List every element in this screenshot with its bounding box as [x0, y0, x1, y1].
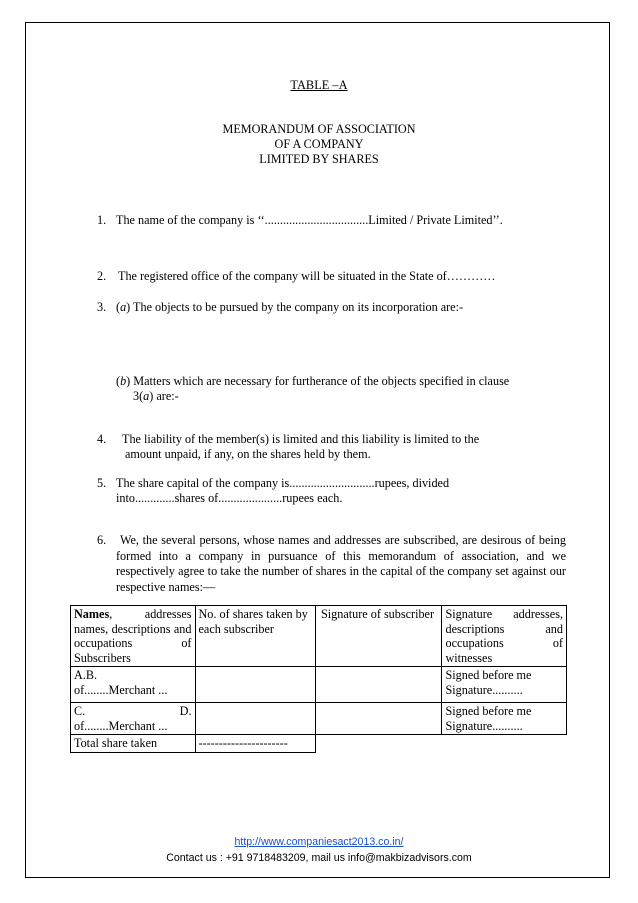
- clause-3b-body-line1: Matters which are necessary for furtherance of the objects specified in clause: [130, 374, 510, 388]
- total-empty-1: [315, 735, 442, 753]
- heading-line-2: OF A COMPANY: [274, 137, 364, 151]
- clause-4-number: 4.: [97, 432, 107, 446]
- row-2-signature: [315, 703, 442, 735]
- clause-1-text: The name of the company is ‘‘..................................Limited / Private Limited’’.: [116, 213, 503, 227]
- clause-5-number: 5.: [97, 476, 107, 490]
- row-1-witness-line2: Signature..........: [445, 682, 523, 697]
- row-2-name-initial-c: C.: [74, 704, 86, 718]
- table-row: [71, 703, 567, 735]
- clause-3a-body: The objects to be pursued by the company on its incorporation are:-: [130, 300, 464, 314]
- total-value: ----------------------: [195, 735, 315, 753]
- row-2-witness-line1: Signed before me: [445, 704, 532, 718]
- footer-link[interactable]: http://www.companiesact2013.co.in/: [234, 836, 404, 848]
- header-names: [71, 606, 196, 667]
- clause-2-text: The registered office of the company will be situated in the State of…………: [118, 269, 496, 283]
- clause-4-line1: The liability of the member(s) is limited and this liability is limited to the: [122, 432, 480, 446]
- clause-3b-line2-pre: 3(: [133, 389, 144, 403]
- clause-3a-text: (a) The objects to be pursued by the company on its incorporation are:-: [116, 300, 464, 314]
- row-2-name-initial-d: D.: [179, 704, 192, 718]
- subscribers-table: [70, 605, 567, 753]
- clause-1-number: 1.: [97, 213, 107, 227]
- clause-4-line2: amount unpaid, if any, on the shares held by them.: [125, 447, 371, 461]
- row-1-witness-line1: Signed before me: [445, 668, 532, 682]
- table-row: [71, 667, 567, 703]
- clause-3-number: 3.: [97, 300, 107, 314]
- footer-contact: Contact us : +91 9718483209, mail us info@makbizadvisors.com: [166, 852, 472, 864]
- row-1-witness: [442, 667, 567, 703]
- clause-3b-letter: b: [120, 374, 127, 388]
- clause-5-line1: The share capital of the company is............................rupees, divided: [116, 476, 450, 490]
- row-2-name: [71, 703, 196, 735]
- clause-3a-letter: a: [120, 300, 127, 314]
- header-names-bold: Names: [74, 607, 110, 621]
- row-2-name-line2: of........Merchant ...: [74, 718, 168, 733]
- document-title: TABLE –A: [290, 78, 348, 92]
- clause-6-number: 6.: [97, 533, 107, 547]
- row-2-name-line1: [74, 704, 192, 719]
- row-2-witness-line2: Signature..........: [445, 718, 523, 733]
- header-witnesses: Signature addresses, descriptions and occupations of witnesses: [442, 606, 567, 667]
- heading-line-1: MEMORANDUM OF ASSOCIATION: [222, 122, 416, 136]
- table-header-row: [71, 606, 567, 667]
- header-names-rest: , addresses names, descriptions and occupations of Subscribers: [74, 607, 192, 665]
- row-1-signature: [315, 667, 442, 703]
- heading-line-3: LIMITED BY SHARES: [259, 152, 379, 166]
- row-1-name-line1: A.B.: [74, 668, 98, 682]
- clause-2-number: 2.: [97, 269, 107, 283]
- clause-6-text: We, the several persons, whose names and addresses are subscribed, are desirous of being formed into a company in pursuance of this memorandum of association, and we respectively agree to take the number of shares in the capital of the company set against our respective names:—: [116, 533, 566, 594]
- total-empty-2: [442, 735, 567, 753]
- table-total-row: [71, 735, 567, 753]
- row-1-name: [71, 667, 196, 703]
- row-2-shares: [195, 703, 315, 735]
- header-shares: No. of shares taken by each subscriber: [195, 606, 315, 667]
- total-label: Total share taken: [71, 735, 196, 753]
- clause-3b-line2-letter: a: [143, 389, 150, 403]
- clause-3b-line2-post: ) are:-: [149, 389, 179, 403]
- row-1-shares: [195, 667, 315, 703]
- clause-5-line2: into.............shares of.....................rupees each.: [116, 491, 343, 505]
- row-1-name-line2: of........Merchant ...: [74, 682, 168, 697]
- clause-3b-text: (b) Matters which are necessary for furtherance of the objects specified in clause: [116, 374, 510, 388]
- clause-3b-line2: [133, 389, 553, 405]
- header-signature: Signature of subscriber: [315, 606, 442, 667]
- row-2-witness: [442, 703, 567, 735]
